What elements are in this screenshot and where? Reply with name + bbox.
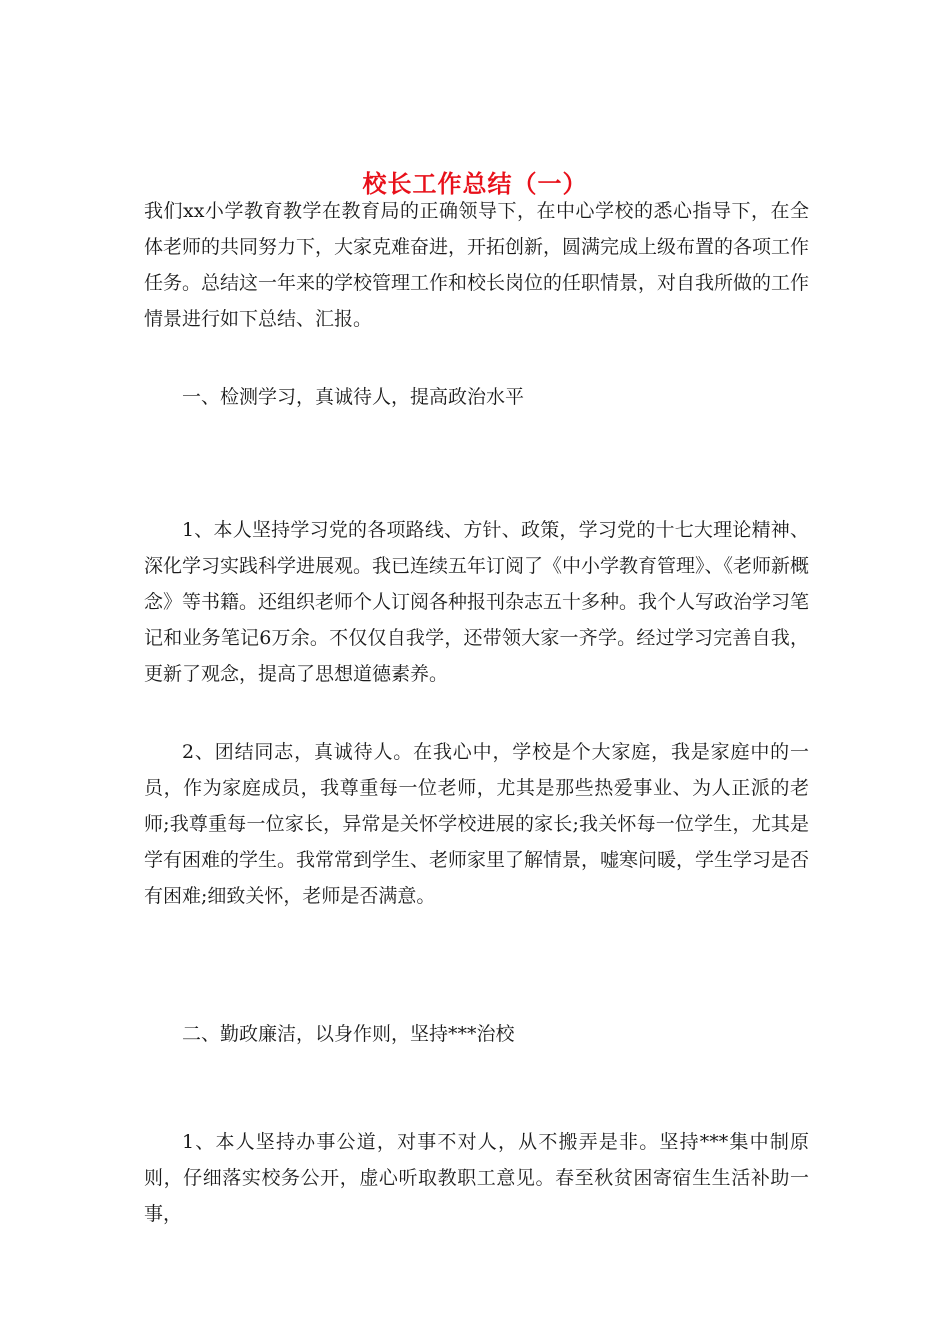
document-title: 校长工作总结（一） <box>362 169 588 199</box>
section-1-item-1: 1、本人坚持学习党的各项路线、方针、政策，学习党的十七大理论精神、深化学习实践科学进展观。我已连续五年订阅了《中小学教育管理》、《老师新概念》等书籍。还组织老师个人订阅各种报刊杂志五十多种。我个人写政治学习笔记和业务笔记6万余。不仅仅自我学，还带领大家一齐学。经过学习完善自我，更新了观念，提高了思想道德素养。 <box>144 519 810 685</box>
intro-paragraph: 我们xx小学教育教学在教育局的正确领导下，在中心学校的悉心指导下，在全体老师的共同努力下，大家克难奋进，开拓创新，圆满完成上级布置的各项工作任务。总结这一年来的学校管理工作和校长岗位的任职情景，对自我所做的工作情景进行如下总结、汇报。 <box>144 200 810 330</box>
section-2-heading: 二、勤政廉洁，以身作则，坚持***治校 <box>182 1023 515 1045</box>
section-2-item-1: 1、本人坚持办事公道，对事不对人，从不搬弄是非。坚持***集中制原则，仔细落实校务公开，虚心听取教职工意见。春至秋贫困寄宿生生活补助一事， <box>144 1131 809 1225</box>
section-1-heading: 一、检测学习，真诚待人，提高政治水平 <box>182 386 525 408</box>
section-1-item-2: 2、团结同志，真诚待人。在我心中，学校是个大家庭，我是家庭中的一员，作为家庭成员，我尊重每一位老师，尤其是那些热爱事业、为人正派的老师;我尊重每一位家长，异常是关怀学校进展的家长;我关怀每一位学生，尤其是学有困难的学生。我常常到学生、老师家里了解情景，嘘寒问暖，学生学习是否有困难;细致关怀，老师是否满意。 <box>144 741 810 907</box>
